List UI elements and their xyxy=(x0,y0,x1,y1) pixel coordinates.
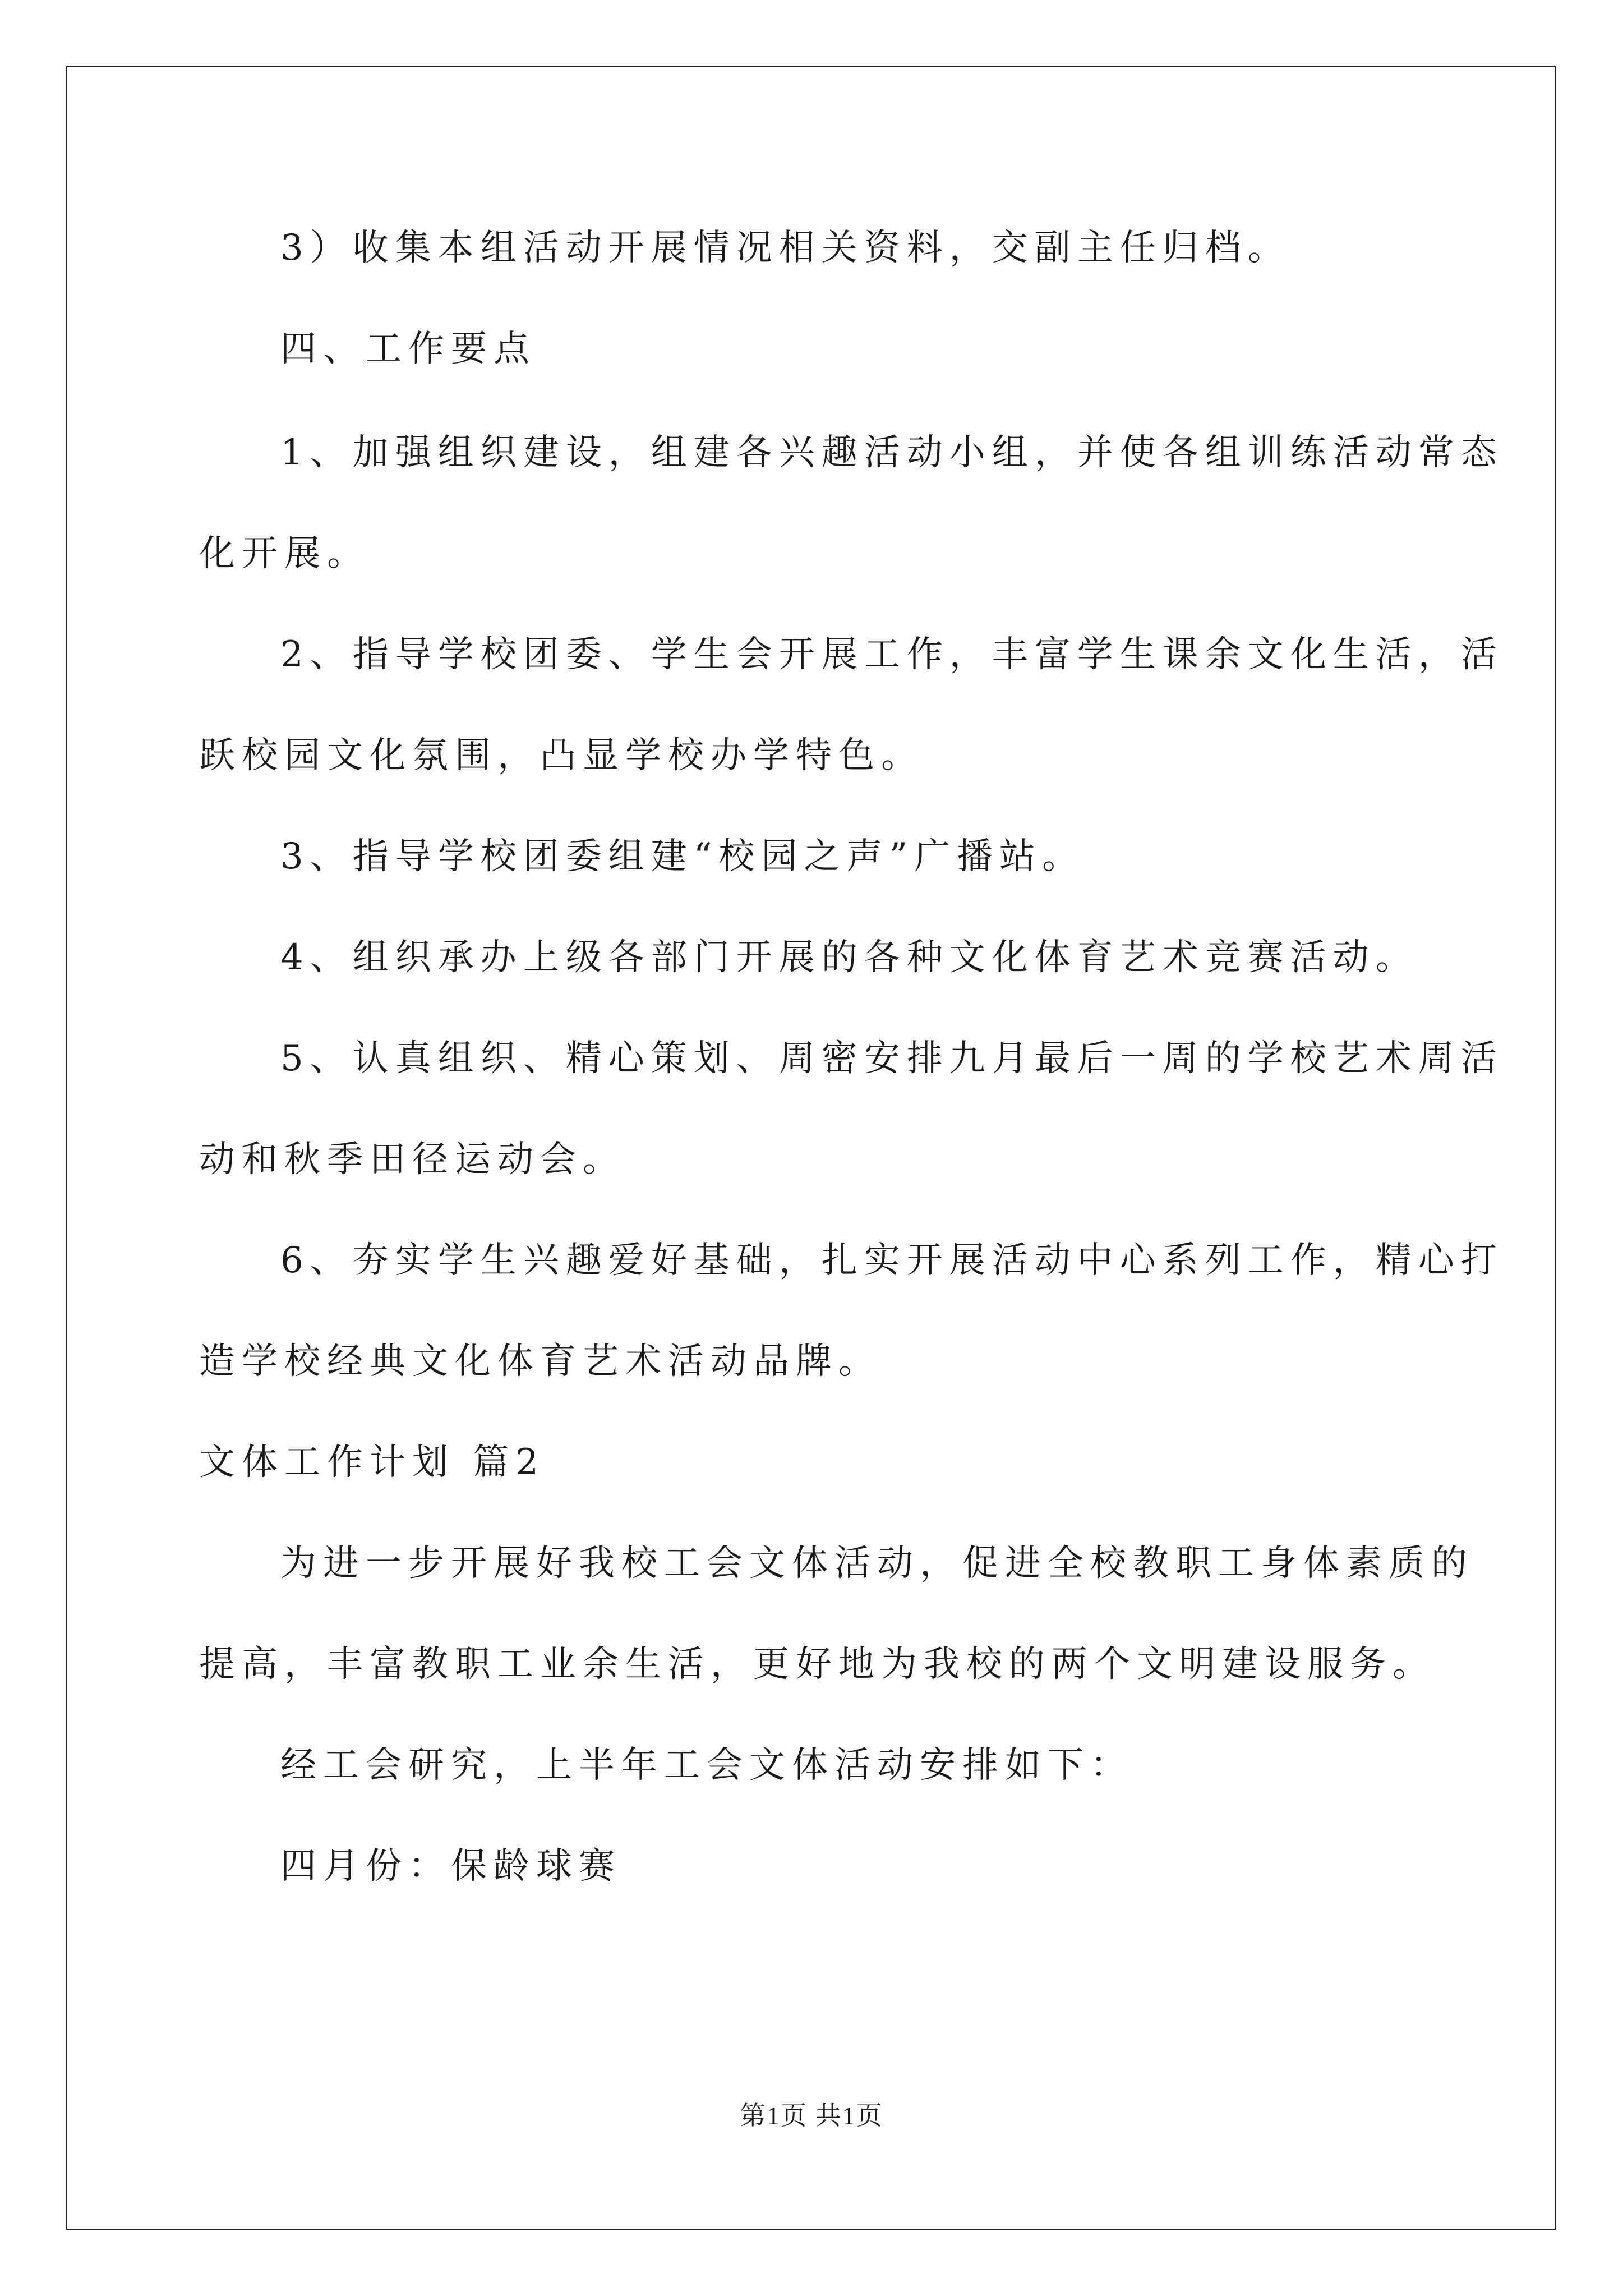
article-title: 文体工作计划 篇2 xyxy=(199,1442,546,1483)
point-3: 3、指导学校团委组建“校园之声”广播站。 xyxy=(280,836,1085,877)
section-heading-work-points: 四、工作要点 xyxy=(280,328,536,370)
point-1-line-2: 化开展。 xyxy=(199,533,370,574)
list-item-3: 3）收集本组活动开展情况相关资料，交副主任归档。 xyxy=(280,227,1290,269)
point-2-line-1: 2、指导学校团委、学生会开展工作，丰富学生课余文化生活，活 xyxy=(280,634,1504,675)
point-2-line-2: 跃校园文化氛围，凸显学校办学特色。 xyxy=(199,735,924,776)
point-6-line-2: 造学校经典文化体育艺术活动品牌。 xyxy=(199,1341,881,1382)
point-6-line-1: 6、夯实学生兴趣爱好基础，扎实开展活动中心系列工作，精心打 xyxy=(280,1240,1504,1281)
page-number-footer: 第1页 共1页 xyxy=(740,2101,883,2130)
intro-line-1: 为进一步开展好我校工会文体活动，促进全校教职工身体素质的 xyxy=(280,1543,1474,1584)
schedule-april: 四月份：保龄球赛 xyxy=(280,1846,621,1887)
schedule-intro: 经工会研究，上半年工会文体活动安排如下： xyxy=(280,1745,1133,1786)
point-4: 4、组织承办上级各部门开展的各种文化体育艺术竞赛活动。 xyxy=(280,937,1418,978)
point-5-line-2: 动和秋季田径运动会。 xyxy=(199,1139,625,1180)
point-5-line-1: 5、认真组织、精心策划、周密安排九月最后一周的学校艺术周活 xyxy=(280,1038,1504,1079)
point-1-line-1: 1、加强组织建设，组建各兴趣活动小组，并使各组训练活动常态 xyxy=(280,432,1504,473)
intro-line-2: 提高，丰富教职工业余生活，更好地为我校的两个文明建设服务。 xyxy=(199,1644,1435,1685)
